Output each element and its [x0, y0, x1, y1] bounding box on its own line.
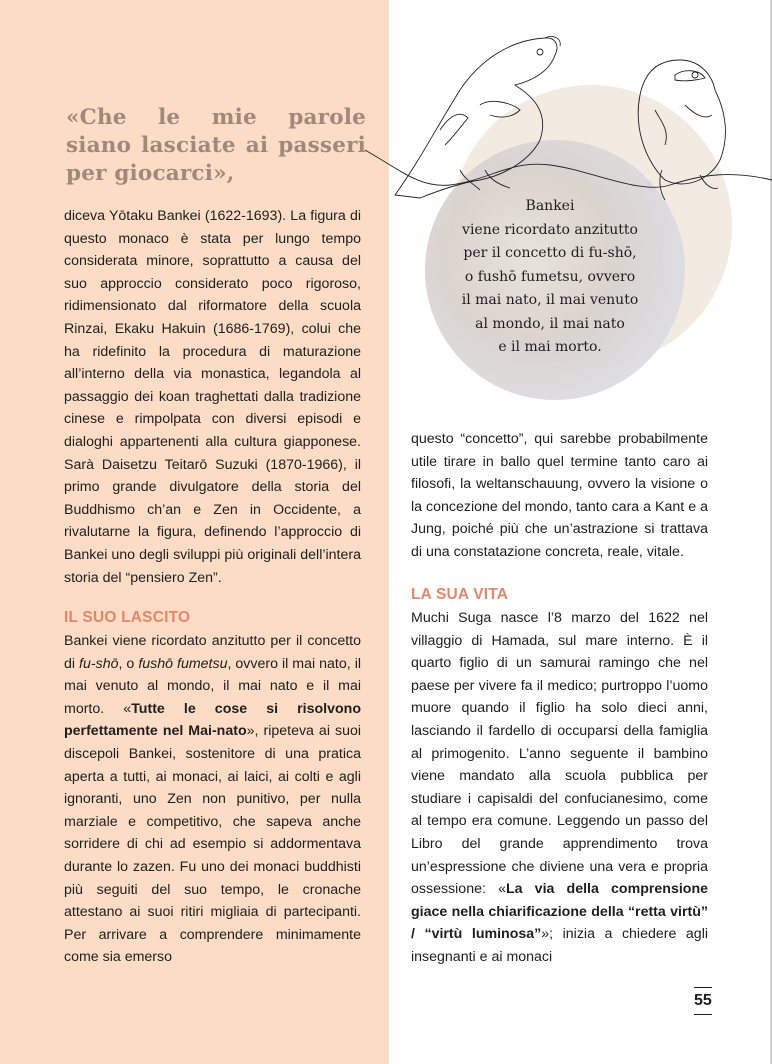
section-heading-vita: LA SUA VITA	[411, 586, 509, 603]
sparrows-line-drawing-icon	[340, 20, 772, 220]
circle-quote-line: e il mai morto.	[498, 339, 602, 355]
circle-quote-line: il mai nato, il mai venuto	[461, 292, 639, 308]
intro-paragraph	[64, 205, 361, 589]
intro-text: diceva Yōtaku Bankei (1622-1693). La figura di questo monaco è stata per lungo tempo considerata minore, soprattutto a causa del suo approccio considerato poco rigoroso, ridimensionato dal riformatore della scuola Rinzai, Ekaku Hakuin (1686-1769), colui che ha ridefinito la procedura di maturazione all’interno della via monastica, legandola al passaggio dei koan traghettati dalla tradizione cinese e rimpolpata con diversi episodi e dialoghi appartenenti alla cultura giapponese. Sarà Daisetzu Teitarō Suzuki (1870-1966), il primo grande divulgatore della storia del Buddhismo ch’an e Zen in Occidente, a rivalutarne la figura, definendo l’approccio di Bankei uno degli sviluppi più originali dell’intera storia del “pensiero Zen”.	[64, 208, 361, 586]
circle-quote-line: per il concetto di fu-shō,	[463, 245, 637, 261]
circle-quote-line: o fushō fumetsu, ovvero	[464, 268, 636, 285]
circle-quote-line: al mondo, il mai nato	[475, 315, 625, 332]
pull-quote: «Che le mie parole siano lasciate ai passeri per giocarci»,	[66, 105, 366, 186]
bold-quote: La via della comprensione giace nella chiarificazione della “retta virtù” / “virtù luminosa”	[411, 881, 708, 943]
lascito-text	[64, 630, 361, 969]
text-run: », ripeteva ai suoi discepoli Bankei, sostenitore di una pratica aperta a tutti, ai monaci, ai laici, ai colti e agli ignoranti, uno Zen non punitivo, per nulla marziale e competitivo, che sapeva anche sorridere di chi ad esempio si addormentava durante lo zazen. Fu uno dei monaci buddhisti più seguiti del suo tempo, le cronache attestano ai suoi ritiri migliaia di partecipanti. Per arrivare a comprendere minimamente come sia emerso	[64, 723, 362, 966]
bold-quote: Tutte le cose si risolvono perfettamente nel Mai-nato	[64, 700, 361, 740]
lascito-paragraph	[64, 630, 361, 969]
text-run: Bankei viene ricordato anzitutto per il concetto di	[64, 633, 361, 672]
circle-quote	[430, 195, 670, 360]
text-run: , ovvero il mai nato, il mai venuto al mondo, il mai nato e il mai morto. «	[64, 655, 362, 717]
text-run: Muchi Suga nasce l’8 marzo del 1622 nel villaggio di Hamada, sul mare interno. È il quarto figlio di un samurai ramingo che nel paese per vivere fa il medico; purtroppo l’uomo muore quando il figlio ha solo dieci anni, lasciando il fardello di occuparsi della famiglia al primogenito. L’anno seguente il bambino viene mandato alla scuola pubblica per studiare i capisaldi del confucianesimo, come al tempo era comune. Leggendo un passo del Libro del grande apprendimento trova un’espressione che diviene una vera e propria ossessione: «	[411, 610, 708, 898]
page-number: 55	[694, 987, 712, 1015]
circle-quote-line: Bankei	[525, 198, 575, 214]
section-heading-lascito: IL SUO LASCITO	[64, 609, 191, 626]
italic-term: fushō fumetsu	[138, 655, 228, 672]
vita-text	[411, 607, 708, 969]
continuation-text: questo “concetto”, qui sarebbe probabilmente utile tirare in ballo quel termine tanto caro ai filosofi, la weltanschauung, ovvero la visione o la concezione del mondo, tanto cara a Kant e a Jung, poiché più che un’astrazione si trattava di una constatazione concreta, reale, vitale.	[411, 431, 708, 560]
continuation-paragraph	[411, 428, 708, 564]
circle-quote-line: viene ricordato anzitutto	[462, 221, 638, 238]
text-run: , o	[118, 655, 139, 672]
vita-paragraph	[411, 607, 708, 969]
text-run: »; inizia a chiedere agli insegnanti e ai monaci	[411, 926, 708, 965]
italic-term: fu-shō	[79, 655, 119, 672]
